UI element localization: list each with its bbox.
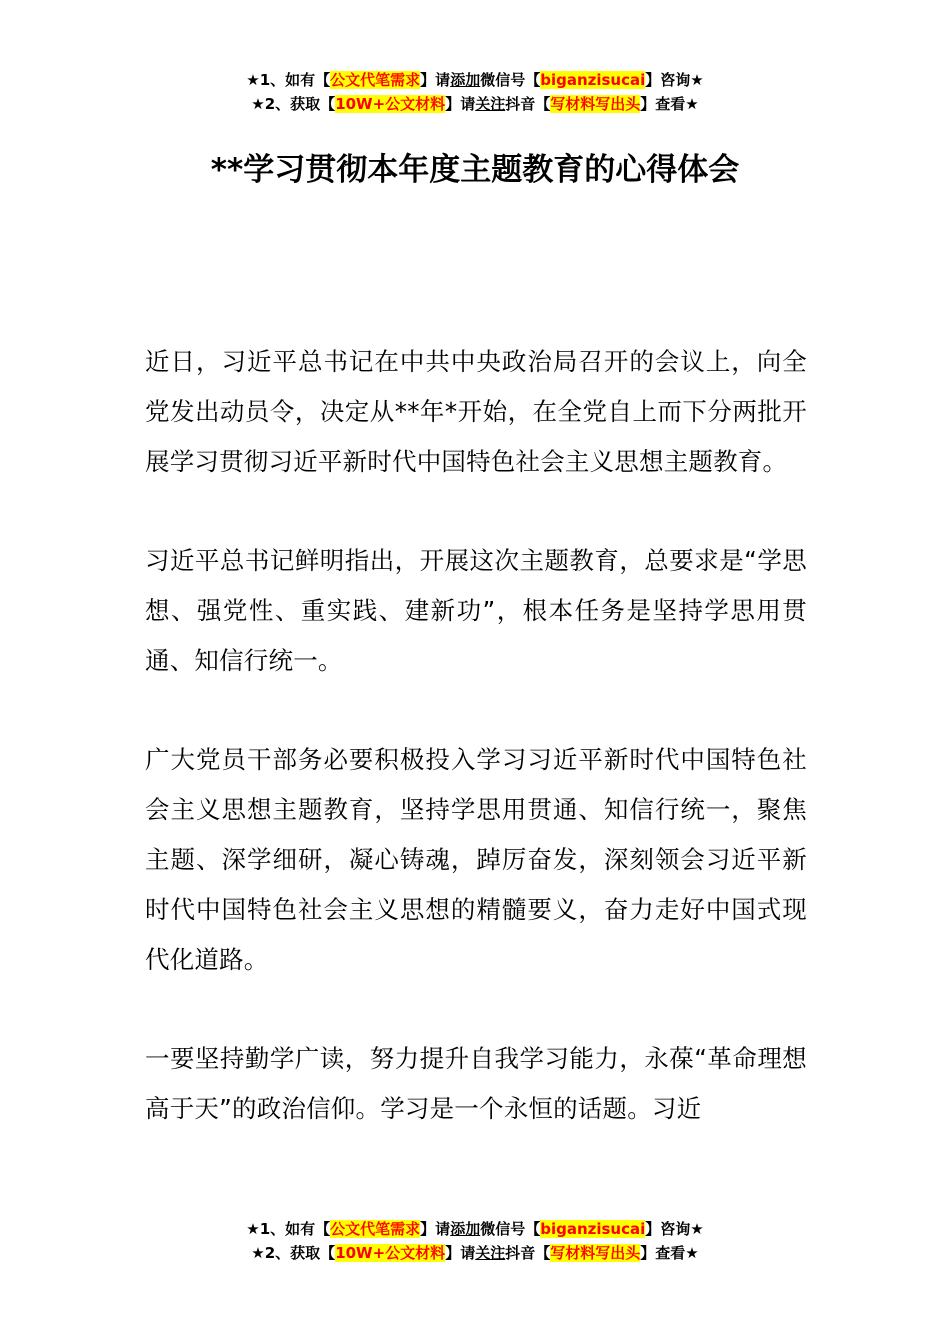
banner-text: 】请 [445, 95, 476, 113]
banner-text: ★1、如有【 [246, 1220, 331, 1238]
paragraph: 一要坚持勤学广读，努力提升自我学习能力，永葆“革命理想高于天”的政治信仰。学习是一个永恒的话题。习近 [145, 1044, 807, 1123]
paragraph: 广大党员干部务必要积极投入学习习近平新时代中国特色社会主义思想主题教育，坚持学思用贯通、知信行统一，聚焦主题、深学细研，凝心铸魂，踔厉奋发，深刻领会习近平新时代中国特色社会主义思想的精髓要义，奋力走好中国式现代化道路。 [145, 745, 807, 974]
paragraph: 习近平总书记鲜明指出，开展这次主题教育，总要求是“学思想、强党性、重实践、建新功”，根本任务是坚持学思用贯通、知信行统一。 [145, 546, 807, 675]
highlight-ghostwriting: 公文代笔需求 [330, 71, 421, 89]
banner-text: ★2、获取【 [251, 1244, 336, 1262]
paragraph: 近日，习近平总书记在中共中央政治局召开的会议上，向全党发出动员令，决定从**年*开始，在全党自上而下分两批开展学习贯彻习近平新时代中国特色社会主义思想主题教育。 [145, 347, 807, 476]
banner-line-2 [0, 1241, 950, 1265]
banner-text: 抖音【 [505, 1244, 551, 1262]
banner-text: 抖音【 [505, 95, 551, 113]
banner-line-1 [0, 1217, 950, 1241]
document-title: **学习贯彻本年度主题教育的心得体会 [210, 152, 740, 188]
banner-text: 】请 [445, 1244, 476, 1262]
highlight-douyin-account: 写材料写出头 [550, 95, 641, 113]
banner-text: 】咨询★ [645, 1220, 704, 1238]
banner-text: 】查看★ [640, 95, 699, 113]
banner-text: ★2、获取【 [251, 95, 336, 113]
banner-line-1 [0, 68, 950, 92]
banner-text: ★1、如有【 [246, 71, 331, 89]
highlight-wechat-id: biganzisucai [540, 71, 646, 89]
banner-emphasis: 关注 [475, 95, 506, 113]
banner-emphasis: 关注 [475, 1244, 506, 1262]
banner-line-2 [0, 92, 950, 116]
banner-text: 微信号【 [480, 71, 541, 89]
banner-text: 】咨询★ [645, 71, 704, 89]
banner-text: 微信号【 [480, 1220, 541, 1238]
highlight-ghostwriting: 公文代笔需求 [330, 1220, 421, 1238]
banner-text: 】请 [420, 1220, 451, 1238]
banner-text: 】查看★ [640, 1244, 699, 1262]
highlight-douyin-account: 写材料写出头 [550, 1244, 641, 1262]
banner-emphasis: 添加 [450, 1220, 481, 1238]
highlight-materials: 10W+公文材料 [335, 1244, 446, 1262]
footer-banner [0, 1217, 950, 1265]
banner-emphasis: 添加 [450, 71, 481, 89]
header-banner [0, 68, 950, 116]
highlight-wechat-id: biganzisucai [540, 1220, 646, 1238]
document-body [145, 337, 807, 1183]
banner-text: 】请 [420, 71, 451, 89]
highlight-materials: 10W+公文材料 [335, 95, 446, 113]
